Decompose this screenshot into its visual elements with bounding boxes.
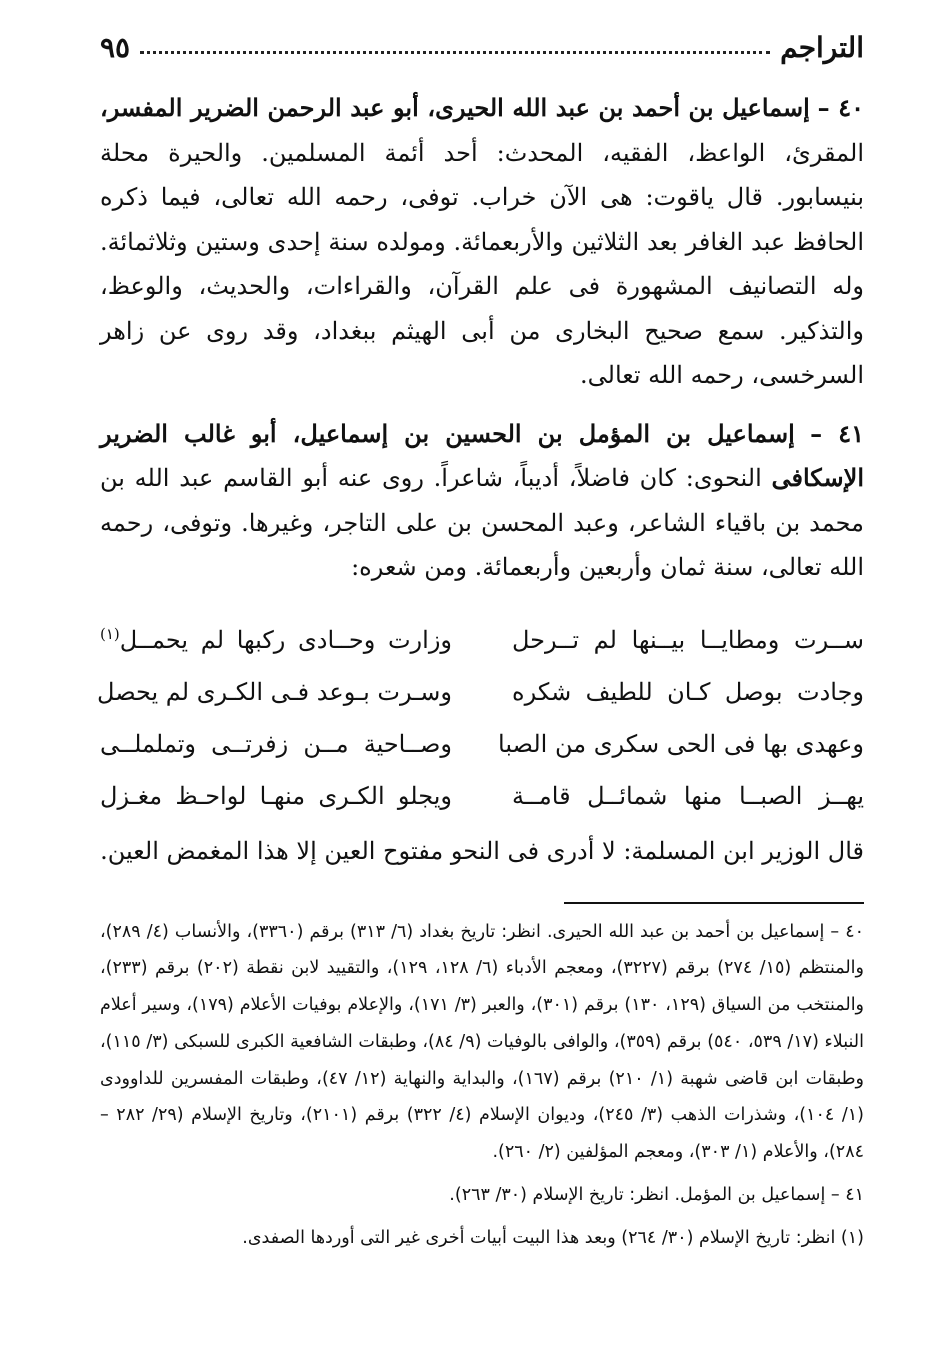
poem xyxy=(97,614,864,822)
running-head xyxy=(100,24,864,64)
closing-remark: قال الوزير ابن المسلمة: لا أدرى فى النحو مفتوح العين إلا هذا المغمض العين. xyxy=(100,836,864,865)
entry-number: ٤٠ – xyxy=(817,93,865,122)
poem-first-hemistich: وعهدى بها فى الحى سكرى من الصبا xyxy=(498,729,864,758)
entry-text: النحوى: كان فاضلاً، أديباً، شاعراً. روى عنه أبو القاسم عبد الله بن محمد بن باقياء الشاعر، وعبد المحسن بن على التاجر، وغيرها. وتوفى، رحمه الله تعالى، سنة ثمان وأربعين وأربعمائة. ومن شعره: xyxy=(100,464,864,581)
hemistich-text: وزارت وحــادى ركبها لم يحمــل xyxy=(119,626,452,654)
poem-first-hemistich: يهــز الصبــا منها شمائــل قامــة xyxy=(512,781,864,810)
footnote-marker: (١) xyxy=(100,625,120,643)
page-number: ٩٥ xyxy=(100,31,131,64)
entry-text: المقرئ، الواعظ، الفقيه، المحدث: أحد أئمة المسلمين. والحيرة محلة بنيسابور. قال ياقوت: هى الآن خراب. توفى، رحمه الله تعالى، فيما ذكره الحافظ عبد الغافر بعد الثلاثين والأربعمائة. ومولده سنة إحدى وستين وثلاثمائة. وله التصانيف المشهورة فى علم القرآن، والقراءات، والحديث، والوعظ، والتذكير. سمع صحيح البخارى من أبى الهيثم ببغداد، وقد روى عن زاهر السرخسى، رحمه الله تعالى. xyxy=(100,138,864,389)
entry-name: إسماعيل بن المؤمل بن الحسين بن إسماعيل، أبو غالب الضرير الإسكافى xyxy=(100,418,864,492)
poem-second-hemistich: وصــاحية مــن زفرتــى وتململــى xyxy=(100,729,452,758)
leader-dots xyxy=(140,50,770,54)
entry-number: ٤١ – xyxy=(810,418,864,448)
poem-first-hemistich: ســرت ومطايــا بيــنها لم تــرحل xyxy=(512,625,864,654)
footnote-40: ٤٠ – إسماعيل بن أحمد بن عبد الله الحيرى. انظر: تاريخ بغداد (٦/ ٣١٣) برقم (٣٣٦٠)، والأنساب (٤/ ٢٨٩)، والمنتظم (١٥/ ٢٧٤) برقم (٣٢٢٧)، ومعجم الأدباء (٦/ ١٢٨، ١٢٩)، والتقييد لابن نقطة (٢٠٢) برقم (٢٣٣)، والمنتخب من السياق (١٢٩، ١٣٠) برقم (٣٠١)، والعبر (٣/ ١٧١)، والإعلام بوفيات الأعلام (١٧٩)، وسير أعلام النبلاء (١٧/ ٥٣٩، ٥٤٠) برقم (٣٥٩)، والوافى بالوفيات (٩/ ٨٤)، وطبقات الشافعية الكبرى للسبكى (٣/ ١١٥)، وطبقات ابن قاضى شهبة (١/ ٢١٠) برقم (١٦٧)، والبداية والنهاية (١٢/ ٤٧)، وطبقات المفسرين للداوودى (١/ ١٠٤)، وشذرات الذهب (٣/ ٢٤٥)، وديوان الإسلام (٤/ ٣٢٢) برقم (٢١٠١)، وتاريخ الإسلام (٢٩/ ٢٨٢ – ٢٨٤)، والأعلام (١/ ٣٠٣)، ومعجم المؤلفين (٢/ ٢٦٠). xyxy=(100,921,865,1163)
entry-name: إسماعيل بن أحمد بن عبد الله الحيرى، أبو عبد الرحمن الضرير المفسر، xyxy=(100,93,810,122)
footnote-divider xyxy=(564,902,864,904)
poem-second-hemistich xyxy=(100,625,452,654)
poem-line xyxy=(97,666,864,718)
entry-41 xyxy=(100,412,864,590)
footnote-41: ٤١ – إسماعيل بن المؤمل. انظر: تاريخ الإسلام (٣٠/ ٢٦٣). xyxy=(449,1185,864,1206)
poem-line xyxy=(100,770,864,822)
footnote-1: (١) انظر: تاريخ الإسلام (٣٠/ ٢٦٤) وبعد هذا البيت أبيات أخرى غير التى أوردها الصفدى. xyxy=(242,1227,864,1248)
book-page xyxy=(97,24,865,1257)
chapter-title: التراجم xyxy=(780,31,864,64)
poem-second-hemistich: وسـرت بـوعد فـى الكـرى لم يحصل xyxy=(97,677,452,706)
entry-40 xyxy=(100,86,864,398)
poem-line xyxy=(100,614,864,666)
poem-second-hemistich: ويجلو الكـرى منهـا لواحـظ مغـزل xyxy=(100,781,452,810)
poem-first-hemistich: وجادت بوصل كـان للطيف شكره xyxy=(512,677,864,706)
poem-line xyxy=(100,718,864,770)
